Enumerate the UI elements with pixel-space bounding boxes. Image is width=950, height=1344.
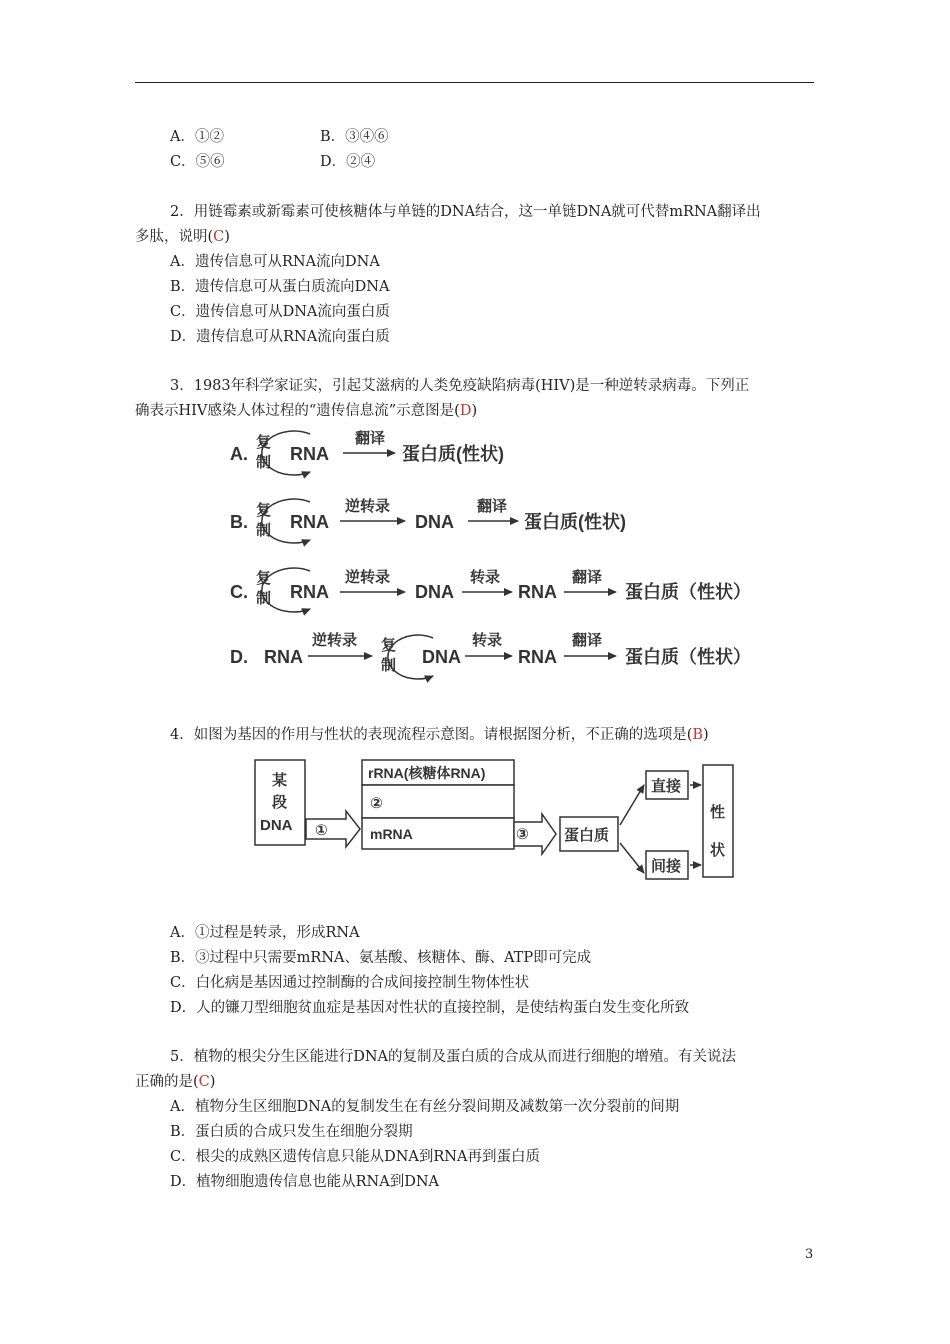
q4-step1-label: ① <box>315 822 328 839</box>
q5-answer: C <box>198 1074 210 1090</box>
q4-dna-box-line1: 某 <box>272 772 288 789</box>
q3-letter-c: C. <box>230 582 248 602</box>
q3-b-zhi: 制 <box>256 522 272 539</box>
q3-a-zhi: 制 <box>256 454 272 471</box>
q4-mrna-label: mRNA <box>370 826 413 842</box>
q2-answer: C <box>213 229 225 245</box>
q5-stem-line2: 正确的是(C) <box>135 1074 216 1090</box>
q3-d-zhi: 制 <box>381 657 397 674</box>
q3-b-rna: RNA <box>290 512 329 532</box>
q3-flow-diagram <box>220 420 780 685</box>
q3-b-dna: DNA <box>415 512 454 532</box>
q4-direct-label: 直接 <box>651 778 682 795</box>
q4-arrow-to-direct <box>620 785 644 825</box>
q2-stem-line2: 多肽，说明(C) <box>135 229 230 245</box>
q3-d-rna2: RNA <box>518 647 557 667</box>
q4-option-b: B．③过程中只需要mRNA、氨基酸、核糖体、酶、ATP即可完成 <box>170 950 592 966</box>
q4-trait-line2: 状 <box>710 842 726 859</box>
q5-option-a: A．植物分生区细胞DNA的复制发生在有丝分裂间期及减数第一次分裂前的间期 <box>170 1099 680 1115</box>
q1-option-d: D．②④ <box>320 154 376 170</box>
q1-option-c: C．⑤⑥ <box>170 154 225 170</box>
q1-option-b: B．③④⑥ <box>320 129 389 145</box>
q4-indirect-label: 间接 <box>651 858 682 875</box>
q4-stem: 4．如图为基因的作用与性状的表现流程示意图。请根据图分析，不正确的选项是(B) <box>170 727 709 743</box>
q3-c-fanyi: 翻译 <box>572 569 603 586</box>
q3-c-nizhuanlu: 逆转录 <box>345 569 391 586</box>
q3-c-fu: 复 <box>256 570 272 587</box>
q3-d-nizhuanlu: 逆转录 <box>312 632 358 649</box>
q3-d-rna: RNA <box>264 647 303 667</box>
q4-step3-label: ③ <box>516 826 529 843</box>
q4-gene-flow-diagram <box>250 755 740 890</box>
q4-protein-label: 蛋白质 <box>564 827 610 844</box>
q3-letter-b: B. <box>230 512 248 532</box>
q2-option-a: A．遗传信息可从RNA流向DNA <box>170 254 380 270</box>
q3-d-dna: DNA <box>422 647 461 667</box>
q2-option-b: B．遗传信息可从蛋白质流向DNA <box>170 279 390 295</box>
q4-dna-box-line2: 段 <box>272 794 288 811</box>
q3-c-rna2: RNA <box>518 582 557 602</box>
q3-c-zhi: 制 <box>256 590 272 607</box>
q2-stem-line1: 2．用链霉素或新霉素可使核糖体与单链的DNA结合，这一单链DNA就可代替mRNA翻译出 <box>170 204 761 220</box>
q3-stem-line2: 确表示HIV感染人体过程的“遗传信息流”示意图是(D) <box>135 403 478 419</box>
q5-stem-line1: 5．植物的根尖分生区能进行DNA的复制及蛋白质的合成从而进行细胞的增殖。有关说法 <box>170 1049 737 1065</box>
q4-option-a: A．①过程是转录，形成RNA <box>170 925 360 941</box>
q4-trait-box <box>703 765 733 877</box>
q2-option-c: C．遗传信息可从DNA流向蛋白质 <box>170 304 390 320</box>
q1-option-a: A．①② <box>170 129 224 145</box>
q4-rrna-label: rRNA(核糖体RNA) <box>368 765 486 781</box>
q3-d-protein: 蛋白质（性状） <box>625 647 751 667</box>
q4-option-d: D．人的镰刀型细胞贫血症是基因对性状的直接控制，是使结构蛋白发生变化所致 <box>170 1000 690 1016</box>
q3-c-zhuanlu: 转录 <box>470 569 501 586</box>
q4-trait-line1: 性 <box>710 804 726 821</box>
q3-a-fanyi: 翻译 <box>355 430 386 447</box>
q5-option-d: D．植物细胞遗传信息也能从RNA到DNA <box>170 1174 439 1190</box>
q3-c-protein: 蛋白质（性状） <box>625 582 751 602</box>
q3-c-dna: DNA <box>415 582 454 602</box>
q4-arrow-to-indirect <box>620 843 644 873</box>
q4-answer: B <box>692 727 704 743</box>
q3-a-rna: RNA <box>290 444 329 464</box>
q5-option-b: B．蛋白质的合成只发生在细胞分裂期 <box>170 1124 413 1140</box>
q3-b-protein: 蛋白质(性状) <box>524 512 626 532</box>
q3-c-rna: RNA <box>290 582 329 602</box>
q3-stem-line1: 3．1983年科学家证实，引起艾滋病的人类免疫缺陷病毒(HIV)是一种逆转录病毒。下列正 <box>170 378 750 394</box>
q4-step2-label: ② <box>370 795 383 812</box>
q3-b-fu: 复 <box>256 502 272 519</box>
q3-a-protein: 蛋白质(性状) <box>402 444 504 464</box>
page-number: 3 <box>805 1247 814 1262</box>
header-rule <box>135 82 814 83</box>
q2-option-d: D．遗传信息可从RNA流向蛋白质 <box>170 329 390 345</box>
q3-letter-d: D. <box>230 647 248 667</box>
q3-b-nizhuanlu: 逆转录 <box>345 498 391 515</box>
q4-option-c: C．白化病是基因通过控制酶的合成间接控制生物体性状 <box>170 975 530 991</box>
q3-letter-a: A. <box>230 444 248 464</box>
q4-dna-box-line3: DNA <box>260 817 293 834</box>
q3-a-fu: 复 <box>256 434 272 451</box>
q5-option-c: C．根尖的成熟区遗传信息只能从DNA到RNA再到蛋白质 <box>170 1149 540 1165</box>
q3-d-fanyi: 翻译 <box>572 632 603 649</box>
q3-d-zhuanlu: 转录 <box>472 632 503 649</box>
q4-trna-box <box>362 785 514 818</box>
q3-d-fu: 复 <box>381 637 397 654</box>
q3-b-fanyi: 翻译 <box>477 498 508 515</box>
q3-answer: D <box>459 403 472 419</box>
